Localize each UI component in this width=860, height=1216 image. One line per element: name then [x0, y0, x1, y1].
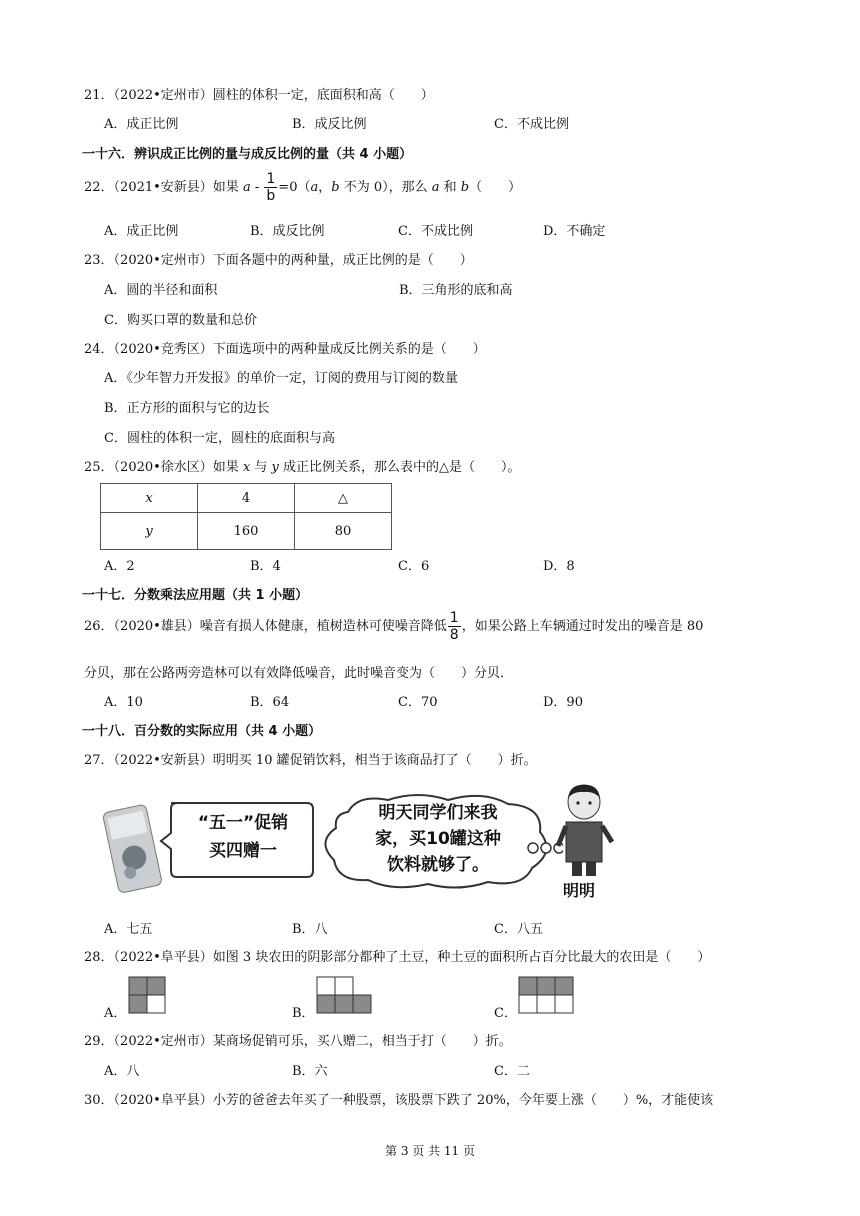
q27-option-a: A．七五: [104, 922, 153, 937]
q29-option-b: B．六: [292, 1064, 328, 1079]
q26-stem: 26．（2020•雄县）噪音有损人体健康，植树造林可使噪音降低 $\frac{1}{8}$ ，如果公路上车辆通过时发出的噪音是 80: [84, 610, 704, 643]
q25-stem: 25．（2020•徐水区）如果 x 与 y 成正比例关系，那么表中的△是（ ）。: [84, 460, 521, 475]
q28-option-b: B．: [292, 1006, 315, 1021]
field-c-grid: [518, 976, 578, 1016]
table-cell: 160: [198, 513, 295, 550]
q21-stem: 21．（2022•定州市）圆柱的体积一定，底面积和高（ ）: [84, 88, 434, 103]
q25-table: [100, 483, 392, 550]
q23-option-a: A．圆的半径和面积: [104, 283, 218, 298]
q24-option-c: C．圆柱的体积一定，圆柱的底面积与高: [104, 431, 335, 446]
q27-option-b: B．八: [292, 922, 328, 937]
q26-stem-line2: 分贝，那在公路两旁造林可以有效降低噪音，此时噪音变为（ ）分贝．: [84, 666, 514, 681]
table-cell: 80: [295, 513, 392, 550]
table-cell: x: [101, 484, 198, 513]
table-cell: △: [295, 484, 392, 513]
q29-stem: 29．（2022•定州市）某商场促销可乐，买八赠二，相当于打（ ）折。: [84, 1034, 512, 1049]
q21-option-c: C．不成比例: [494, 117, 569, 132]
table-row: [101, 484, 392, 513]
q23-stem: 23．（2020•定州市）下面各题中的两种量，成正比例的是（ ）: [84, 253, 473, 268]
q27-option-c: C．八五: [494, 922, 543, 937]
q26-option-b: B．64: [250, 695, 290, 710]
q23-option-c: C．购买口罩的数量和总价: [104, 313, 257, 328]
section-16-heading: 一十六．辨识成正比例的量与成反比例的量（共 4 小题）: [82, 147, 413, 162]
q22-option-d: D．不确定: [543, 224, 606, 239]
q22-option-a: A．成正比例: [104, 224, 179, 239]
q26-option-c: C．70: [398, 695, 438, 710]
thought-text: 明天同学们来我 家，买10罐这种 饮料就够了。: [375, 803, 501, 875]
q26-option-d: D．90: [543, 695, 583, 710]
q27-stem: 27．（2022•安新县）明明买 10 罐促销饮料，相当于该商品打了（ ）折。: [84, 753, 537, 768]
table-row: [101, 513, 392, 550]
field-a-grid: [128, 976, 168, 1016]
q30-stem: 30．（2020•阜平县）小芳的爸爸去年买了一种股票，该股票下跌了 20%，今年要上涨（ ）%，才能使该: [84, 1093, 714, 1108]
table-cell: 4: [198, 484, 295, 513]
q26-option-a: A．10: [104, 695, 143, 710]
boy-mingming-image: [554, 782, 616, 878]
q24-stem: 24．（2020•竞秀区）下面选项中的两种量成反比例关系的是（ ）: [84, 342, 486, 357]
section-18-heading: 一十八．百分数的实际应用（共 4 小题）: [82, 724, 322, 739]
q28-option-a: A．: [104, 1006, 127, 1021]
q25-option-c: C．6: [398, 559, 430, 574]
promo-text: “五一”促销 买四赠一: [197, 813, 289, 861]
q26-fraction: $\frac{1}{8}$: [449, 610, 459, 643]
q22-stem: 22．（2021•安新县）如果 a - $\frac{1}{b}$ =0（a，b 不为 0），那么 a 和 b（ ）: [84, 171, 522, 204]
q23-option-b: B．三角形的底和高: [399, 283, 513, 298]
section-17-heading: 一十七．分数乘法应用题（共 1 小题）: [82, 588, 309, 603]
q28-stem: 28．（2022•阜平县）如图 3 块农田的阴影部分都种了土豆，种土豆的面积所占百分比最大的农田是（ ）: [84, 950, 711, 965]
table-cell: y: [101, 513, 198, 550]
q22-fraction: $\frac{1}{b}$: [266, 171, 276, 204]
q24-option-a: A．《少年智力开发报》的单价一定，订阅的费用与订阅的数量: [104, 371, 458, 386]
q22-option-b: B．成反比例: [250, 224, 325, 239]
q22-option-c: C．不成比例: [398, 224, 473, 239]
boy-name-label: 明明: [563, 881, 596, 900]
q29-option-c: C．二: [494, 1064, 530, 1079]
q21-option-a: A．成正比例: [104, 117, 179, 132]
page-footer: 第 3 页 共 11 页: [385, 1144, 475, 1158]
q25-option-d: D．8: [543, 559, 575, 574]
q21-option-b: B．成反比例: [292, 117, 367, 132]
q29-option-a: A．八: [104, 1064, 140, 1079]
q28-option-c: C．: [494, 1006, 517, 1021]
field-b-grid: [316, 976, 374, 1016]
q25-option-a: A．2: [104, 559, 135, 574]
q24-option-b: B．正方形的面积与它的边长: [104, 401, 270, 416]
q25-option-b: B．4: [250, 559, 281, 574]
